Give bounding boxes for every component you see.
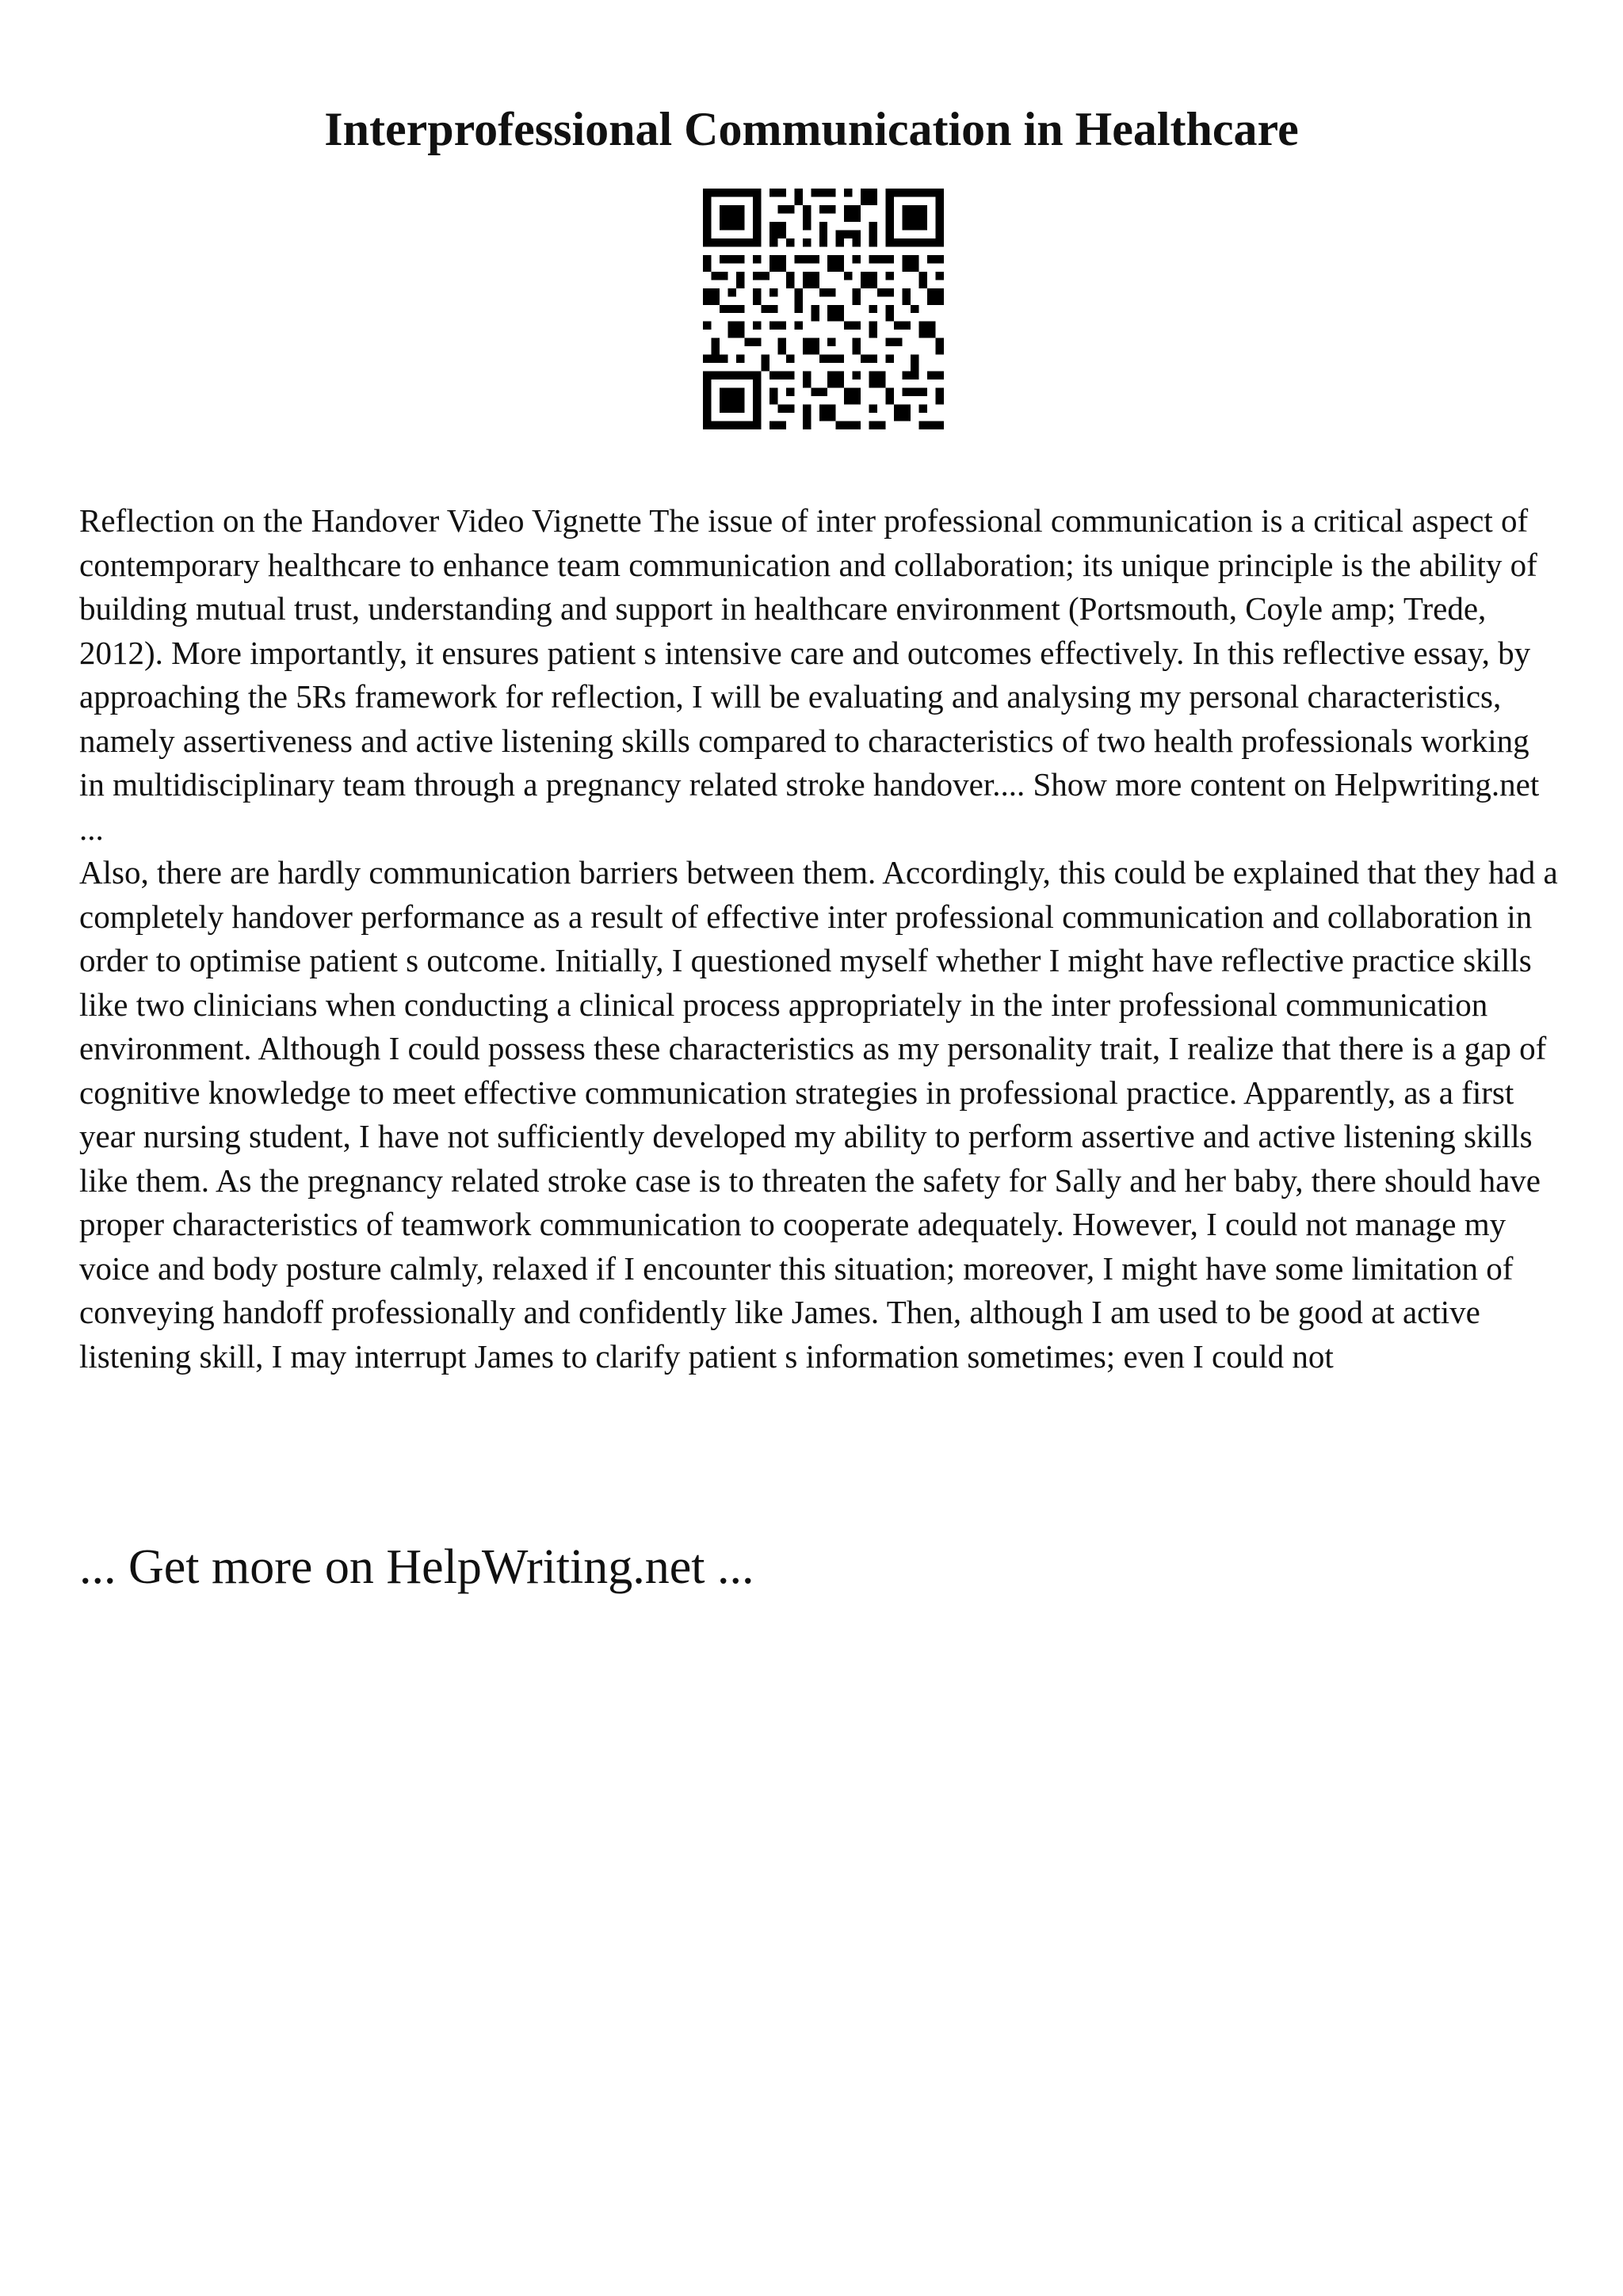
get-more-link[interactable]: ... Get more on HelpWriting.net ... (79, 1540, 754, 1594)
paragraph: Reflection on the Handover Video Vignette The issue of inter professional communication is a critical aspect of contemporary healthcare to enhance team communication and collaboration; its unique principle is the ability of building mutual trust, understanding and support in healthcare environment (Portsmouth, Coyle amp; Trede, 2012). More importantly, it ensures patient s intensive care and outcomes effectively. In this reflective essay, by approaching the 5Rs framework for reflection, I will be evaluating and analysing my personal characteristics, namely assertiveness and active listening skills compared to characteristics of two health professionals working in multidisciplinary team through a pregnancy related stroke handover.... Show more content on Helpwriting.net ... (79, 502, 1540, 847)
document-title: Interprofessional Communication in Healthcare (324, 103, 1299, 155)
qr-code-icon[interactable] (703, 189, 944, 429)
essay-body (79, 499, 1561, 1379)
paragraph: Also, there are hardly communication barriers between them. Accordingly, this could be explained that they had a completely handover performance as a result of effective inter professional communication and collaboration in order to optimise patient s outcome. Initially, I questioned myself whether I might have reflective practice skills like two clinicians when conducting a clinical process appropriately in the inter professional communication environment. Although I could possess these characteristics as my personality trait, I realize that there is a gap of cognitive knowledge to meet effective communication strategies in professional practice. Apparently, as a first year nursing student, I have not sufficiently developed my ability to perform assertive and active listening skills like them. As the pregnancy related stroke case is to threaten the safety for Sally and her baby, there should have proper characteristics of teamwork communication to cooperate adequately. However, I could not manage my voice and body posture calmly, relaxed if I encounter this situation; moreover, I might have some limitation of conveying handoff professionally and confidently like James. Then, although I am used to be good at active listening skill, I may interrupt James to clarify patient s information sometimes; even I could not (79, 854, 1558, 1375)
